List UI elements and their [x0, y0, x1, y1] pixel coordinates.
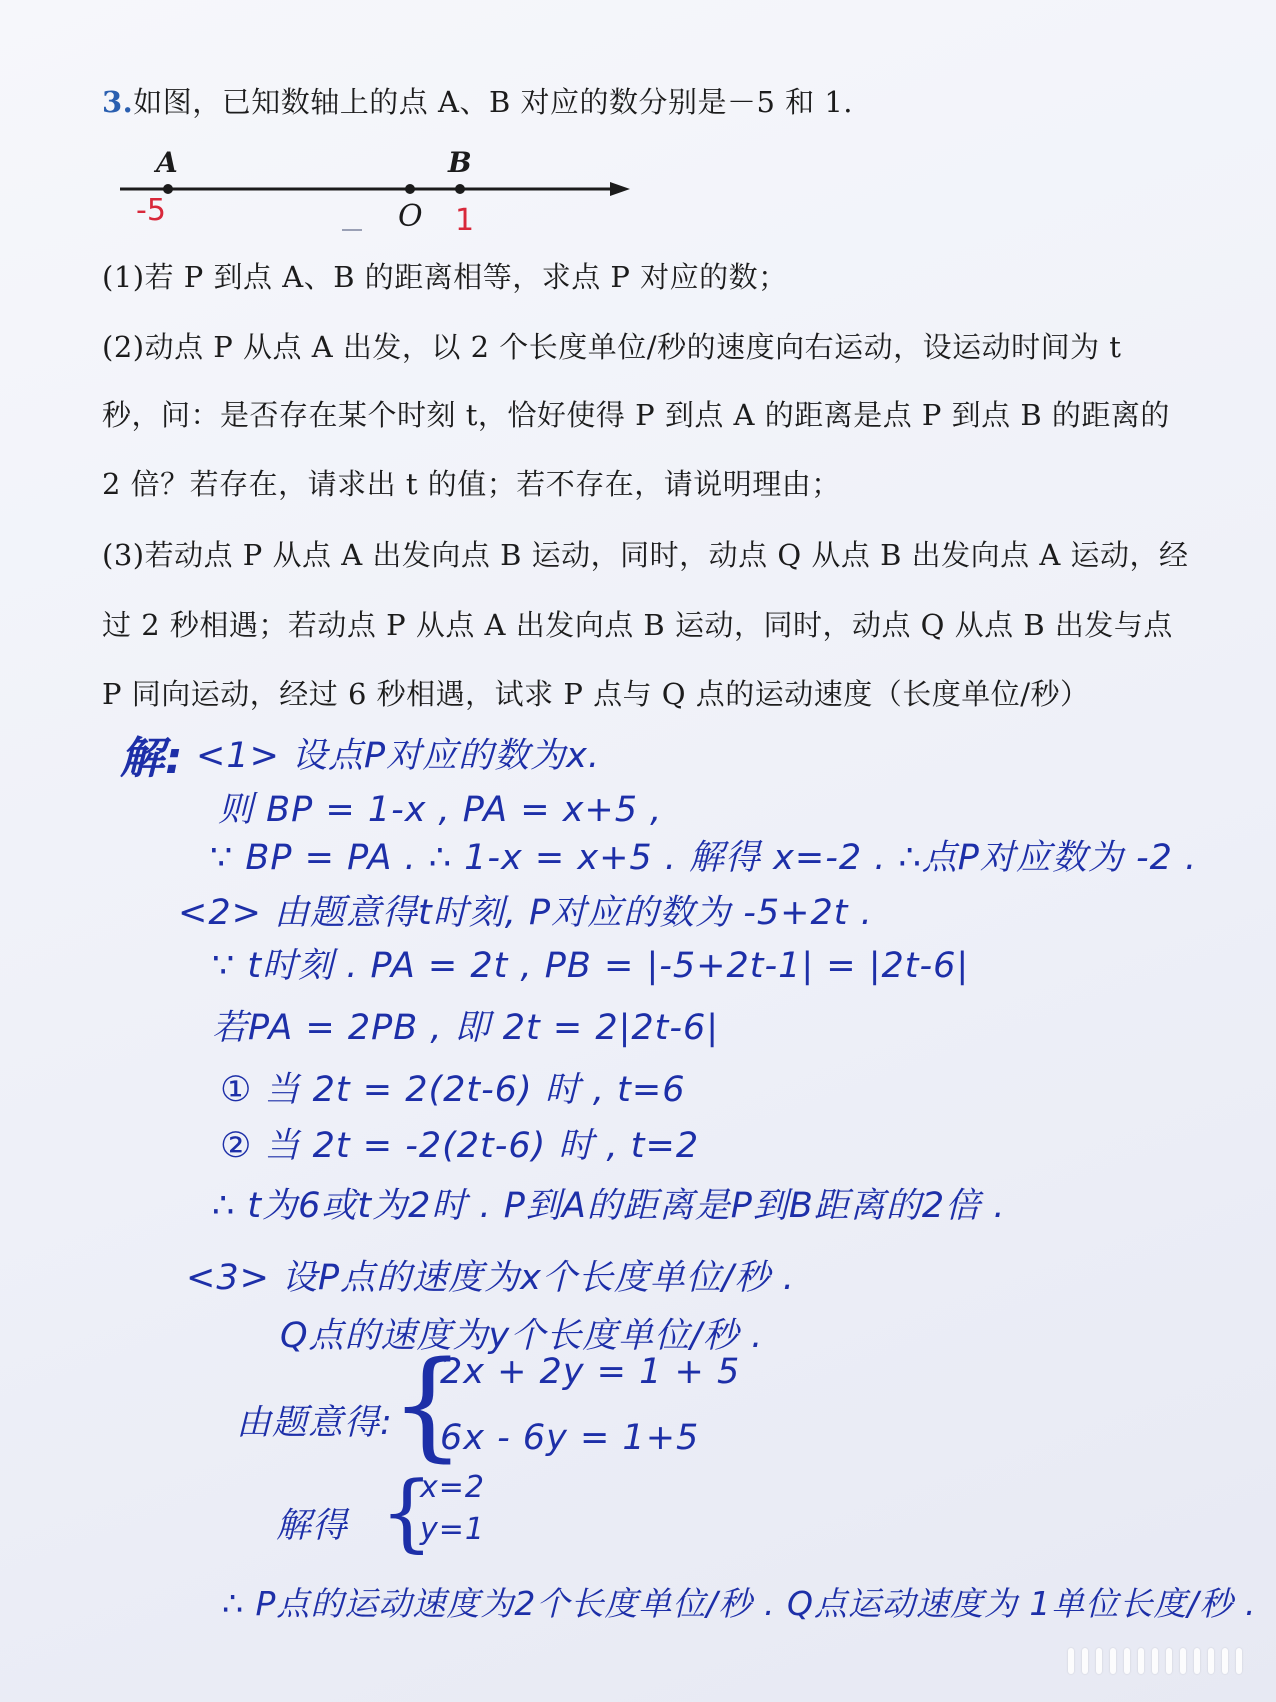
- problem-line-5: (3)若动点 P 从点 A 出发向点 B 运动，同时，动点 Q 从点 B 出发向点 A 运动，经: [102, 538, 1189, 572]
- problem-intro-text: 如图，已知数轴上的点 A、B 对应的数分别是－5 和 1.: [133, 85, 854, 119]
- problem-line-2: (2)动点 P 从点 A 出发，以 2 个长度单位/秒的速度向右运动，设运动时间为 t: [102, 330, 1122, 364]
- solution-x-value: x=2: [420, 1470, 485, 1505]
- problem-line-4: 2 倍？若存在，请求出 t 的值；若不存在，请说明理由；: [102, 467, 841, 501]
- problem-line-3: 秒，问：是否存在某个时刻 t，恰好使得 P 到点 A 的距离是点 P 到点 B 的距离的: [102, 398, 1170, 432]
- number-line-diagram: [110, 142, 630, 252]
- solution-part3-line1: <3> 设P点的速度为x个长度单位/秒 .: [186, 1258, 795, 1298]
- solution-part2-line2: ∵ t时刻 . PA = 2t , PB = |-5+2t-1| = |2t-6|: [212, 946, 970, 986]
- problem-line-7: P 同向运动，经过 6 秒相遇，试求 P 点与 Q 点的运动速度（长度单位/秒）: [102, 677, 1090, 711]
- solution-y-value: y=1: [420, 1512, 485, 1547]
- hand-value-a: -5: [136, 193, 166, 228]
- point-b-label: B: [448, 146, 472, 179]
- hand-value-b: 1: [455, 203, 475, 238]
- point-o-dot: [405, 184, 415, 194]
- solution-part1-line2: 则 BP = 1-x , PA = x+5 ,: [218, 790, 663, 830]
- system-equation-1: 2x + 2y = 1 + 5: [440, 1352, 741, 1392]
- solution-part2-line3: 若PA = 2PB , 即 2t = 2|2t-6|: [212, 1008, 720, 1048]
- solution-jie: 解:: [120, 733, 184, 784]
- solution-part2-case2: ② 当 2t = -2(2t-6) 时 , t=2: [220, 1126, 700, 1166]
- problem-line-6: 过 2 秒相遇；若动点 P 从点 A 出发向点 B 运动，同时，动点 Q 从点 B 出发与点: [102, 608, 1173, 642]
- solution-part1-line1: <1> 设点P对应的数为x.: [196, 736, 600, 776]
- solution-solve-label: 解得: [276, 1506, 349, 1546]
- problem-intro: [102, 80, 853, 121]
- number-line-arrow: [610, 182, 630, 196]
- solution-brace: {: [380, 1463, 434, 1561]
- point-a-label: A: [156, 146, 178, 179]
- point-b-dot: [455, 184, 465, 194]
- system-brace: {: [390, 1335, 466, 1473]
- system-equation-2: 6x - 6y = 1+5: [440, 1418, 700, 1458]
- watermark-bars: [1068, 1648, 1242, 1674]
- solution-part2-conclusion: ∴ t为6或t为2时 . P到A的距离是P到B距离的2倍 .: [212, 1186, 1006, 1226]
- solution-part2-case1: ① 当 2t = 2(2t-6) 时 , t=6: [220, 1070, 686, 1110]
- origin-label: O: [398, 199, 423, 234]
- solution-final-answer: ∴ P点的运动速度为2个长度单位/秒 . Q点运动速度为 1单位长度/秒 .: [222, 1584, 1257, 1623]
- problem-line-1: (1)若 P 到点 A、B 的距离相等，求点 P 对应的数；: [102, 260, 788, 294]
- solution-part1-line3: ∵ BP = PA . ∴ 1-x = x+5 . 解得 x=-2 . ∴点P对应数为 -2 .: [210, 838, 1198, 878]
- solution-part2-line1: <2> 由题意得t时刻, P对应的数为 -5+2t .: [178, 893, 873, 933]
- solution-system-label: 由题意得:: [236, 1403, 393, 1443]
- solution-part3-line2: Q点的速度为y个长度单位/秒 .: [280, 1316, 764, 1356]
- problem-number: 3.: [102, 85, 134, 119]
